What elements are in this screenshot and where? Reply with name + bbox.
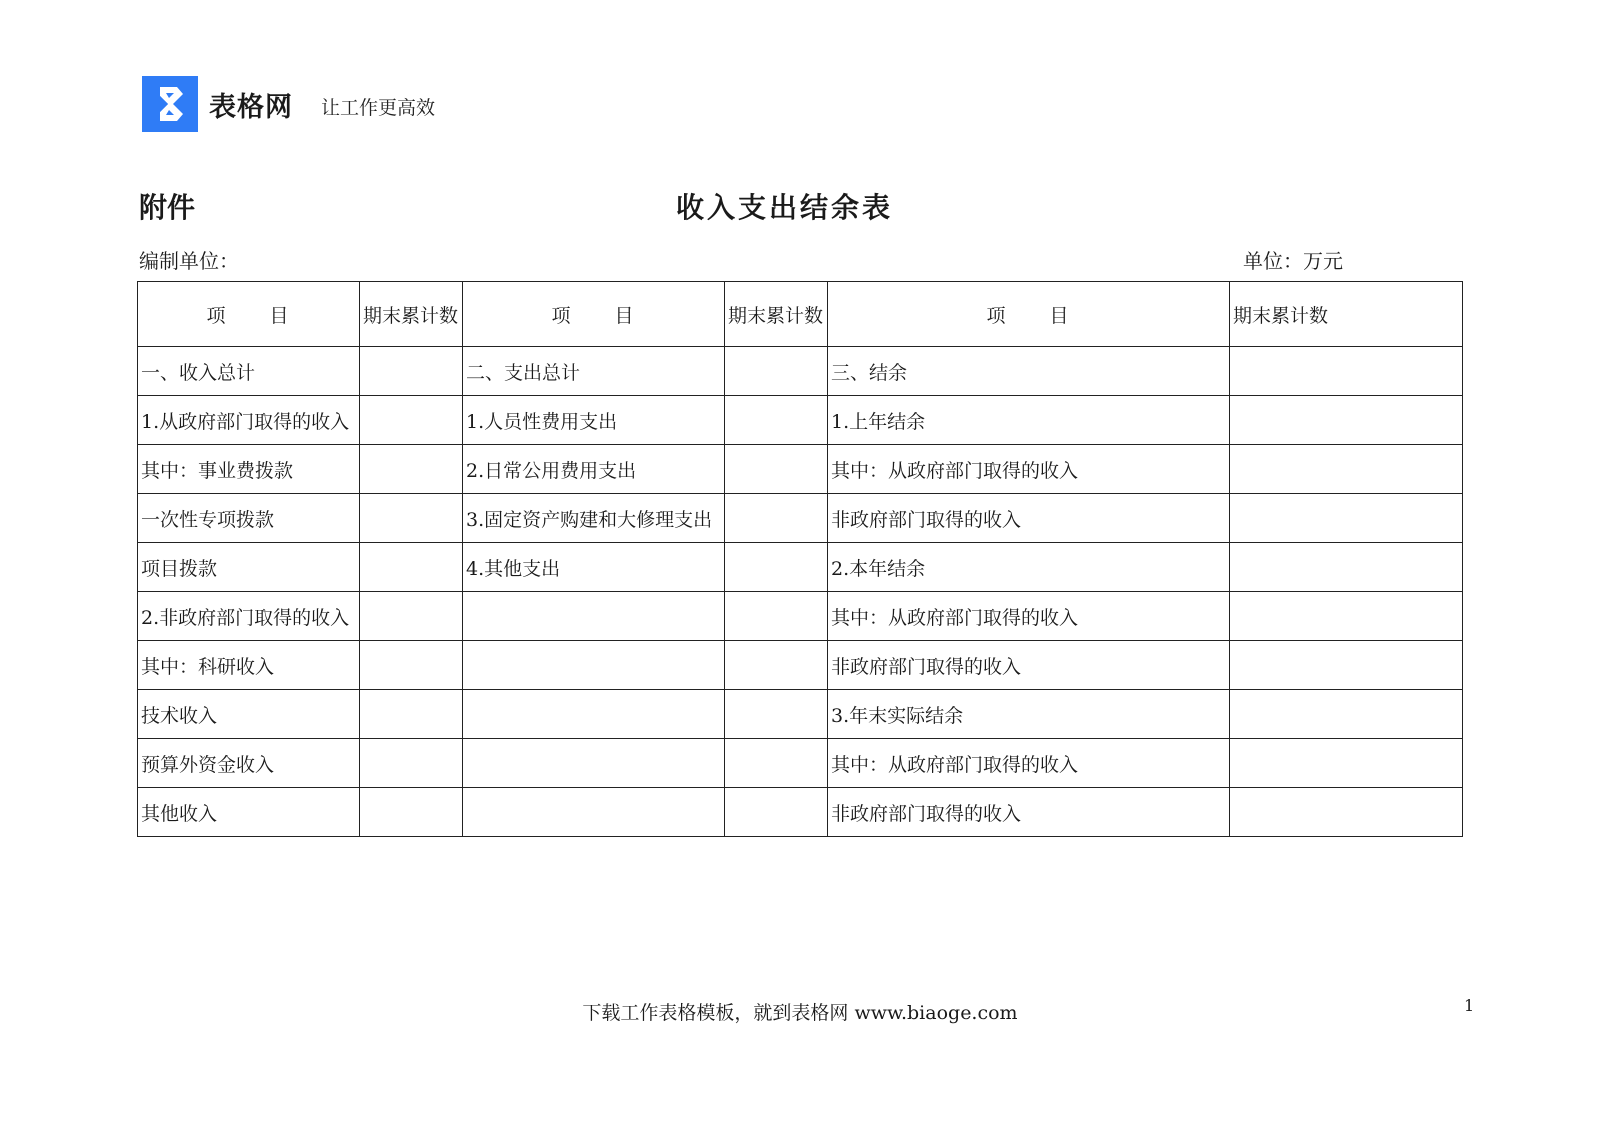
- income-item-cell: 2.非政府部门取得的收入: [138, 592, 360, 641]
- balance-item-cell: 非政府部门取得的收入: [828, 641, 1230, 690]
- table-row: [138, 690, 1463, 739]
- expense-item-cell: [463, 690, 725, 739]
- page-number: 1: [1464, 996, 1475, 1015]
- income-item-cell: 一、收入总计: [138, 347, 360, 396]
- income-amount-cell[interactable]: [360, 788, 463, 837]
- expense-amount-cell[interactable]: [725, 396, 828, 445]
- table-row: [138, 445, 1463, 494]
- attachment-label: 附件: [139, 191, 196, 224]
- income-item-cell: 其他收入: [138, 788, 360, 837]
- expense-amount-cell[interactable]: [725, 445, 828, 494]
- table-row: [138, 396, 1463, 445]
- header-item-balance: 项 目: [828, 282, 1230, 347]
- expense-item-cell: [463, 641, 725, 690]
- balance-amount-cell[interactable]: [1230, 494, 1463, 543]
- balance-amount-cell[interactable]: [1230, 788, 1463, 837]
- expense-amount-cell[interactable]: [725, 690, 828, 739]
- expense-item-cell: [463, 592, 725, 641]
- header-item-expense: 项 目: [463, 282, 725, 347]
- balance-item-cell: 2.本年结余: [828, 543, 1230, 592]
- income-expense-balance-table: [137, 281, 1463, 837]
- logo-icon: [153, 85, 187, 123]
- income-amount-cell[interactable]: [360, 543, 463, 592]
- table-row: [138, 739, 1463, 788]
- table-row: [138, 347, 1463, 396]
- balance-amount-cell[interactable]: [1230, 445, 1463, 494]
- expense-amount-cell[interactable]: [725, 494, 828, 543]
- brand-slogan: 让工作更高效: [321, 96, 436, 119]
- table-row: [138, 592, 1463, 641]
- income-item-cell: 预算外资金收入: [138, 739, 360, 788]
- income-amount-cell[interactable]: [360, 396, 463, 445]
- income-item-cell: 1.从政府部门取得的收入: [138, 396, 360, 445]
- header-item-income: 项 目: [138, 282, 360, 347]
- balance-item-cell: 非政府部门取得的收入: [828, 494, 1230, 543]
- expense-item-cell: 2.日常公用费用支出: [463, 445, 725, 494]
- balance-item-cell: 其中：从政府部门取得的收入: [828, 592, 1230, 641]
- expense-amount-cell[interactable]: [725, 347, 828, 396]
- balance-amount-cell[interactable]: [1230, 347, 1463, 396]
- income-item-cell: 技术收入: [138, 690, 360, 739]
- footer-text: 下载工作表格模板，就到表格网 www.biaoge.com: [582, 1002, 1018, 1024]
- balance-item-cell: 其中：从政府部门取得的收入: [828, 739, 1230, 788]
- balance-item-cell: 1.上年结余: [828, 396, 1230, 445]
- income-amount-cell[interactable]: [360, 641, 463, 690]
- table-row: [138, 494, 1463, 543]
- expense-amount-cell[interactable]: [725, 641, 828, 690]
- expense-item-cell: [463, 739, 725, 788]
- balance-item-cell: 三、结余: [828, 347, 1230, 396]
- balance-amount-cell[interactable]: [1230, 592, 1463, 641]
- expense-amount-cell[interactable]: [725, 543, 828, 592]
- balance-item-cell: 3.年末实际结余: [828, 690, 1230, 739]
- expense-item-cell: 4.其他支出: [463, 543, 725, 592]
- balance-amount-cell[interactable]: [1230, 690, 1463, 739]
- preparer-unit-label: 编制单位：: [139, 249, 239, 273]
- balance-item-cell: 其中：从政府部门取得的收入: [828, 445, 1230, 494]
- income-item-cell: 项目拨款: [138, 543, 360, 592]
- balance-amount-cell[interactable]: [1230, 543, 1463, 592]
- currency-unit-label: 单位：万元: [1243, 249, 1343, 273]
- income-amount-cell[interactable]: [360, 494, 463, 543]
- page-title: 收入支出结余表: [676, 191, 894, 224]
- expense-amount-cell[interactable]: [725, 592, 828, 641]
- income-amount-cell[interactable]: [360, 690, 463, 739]
- expense-amount-cell[interactable]: [725, 788, 828, 837]
- table-row: [138, 543, 1463, 592]
- income-amount-cell[interactable]: [360, 592, 463, 641]
- header-amount-balance: 期末累计数: [1230, 282, 1463, 347]
- table-header-row: [138, 282, 1463, 347]
- table-row: [138, 641, 1463, 690]
- expense-item-cell: [463, 788, 725, 837]
- expense-item-cell: 1.人员性费用支出: [463, 396, 725, 445]
- income-item-cell: 其中：事业费拨款: [138, 445, 360, 494]
- table-row: [138, 788, 1463, 837]
- income-amount-cell[interactable]: [360, 347, 463, 396]
- expense-item-cell: 3.固定资产购建和大修理支出: [463, 494, 725, 543]
- balance-item-cell: 非政府部门取得的收入: [828, 788, 1230, 837]
- brand-logo: [142, 76, 198, 132]
- expense-item-cell: 二、支出总计: [463, 347, 725, 396]
- header-amount-expense: 期末累计数: [725, 282, 828, 347]
- balance-amount-cell[interactable]: [1230, 739, 1463, 788]
- expense-amount-cell[interactable]: [725, 739, 828, 788]
- balance-amount-cell[interactable]: [1230, 396, 1463, 445]
- brand-name: 表格网: [209, 91, 293, 123]
- income-item-cell: 其中：科研收入: [138, 641, 360, 690]
- income-amount-cell[interactable]: [360, 739, 463, 788]
- income-amount-cell[interactable]: [360, 445, 463, 494]
- brand-header: [142, 76, 435, 132]
- income-item-cell: 一次性专项拨款: [138, 494, 360, 543]
- balance-amount-cell[interactable]: [1230, 641, 1463, 690]
- header-amount-income: 期末累计数: [360, 282, 463, 347]
